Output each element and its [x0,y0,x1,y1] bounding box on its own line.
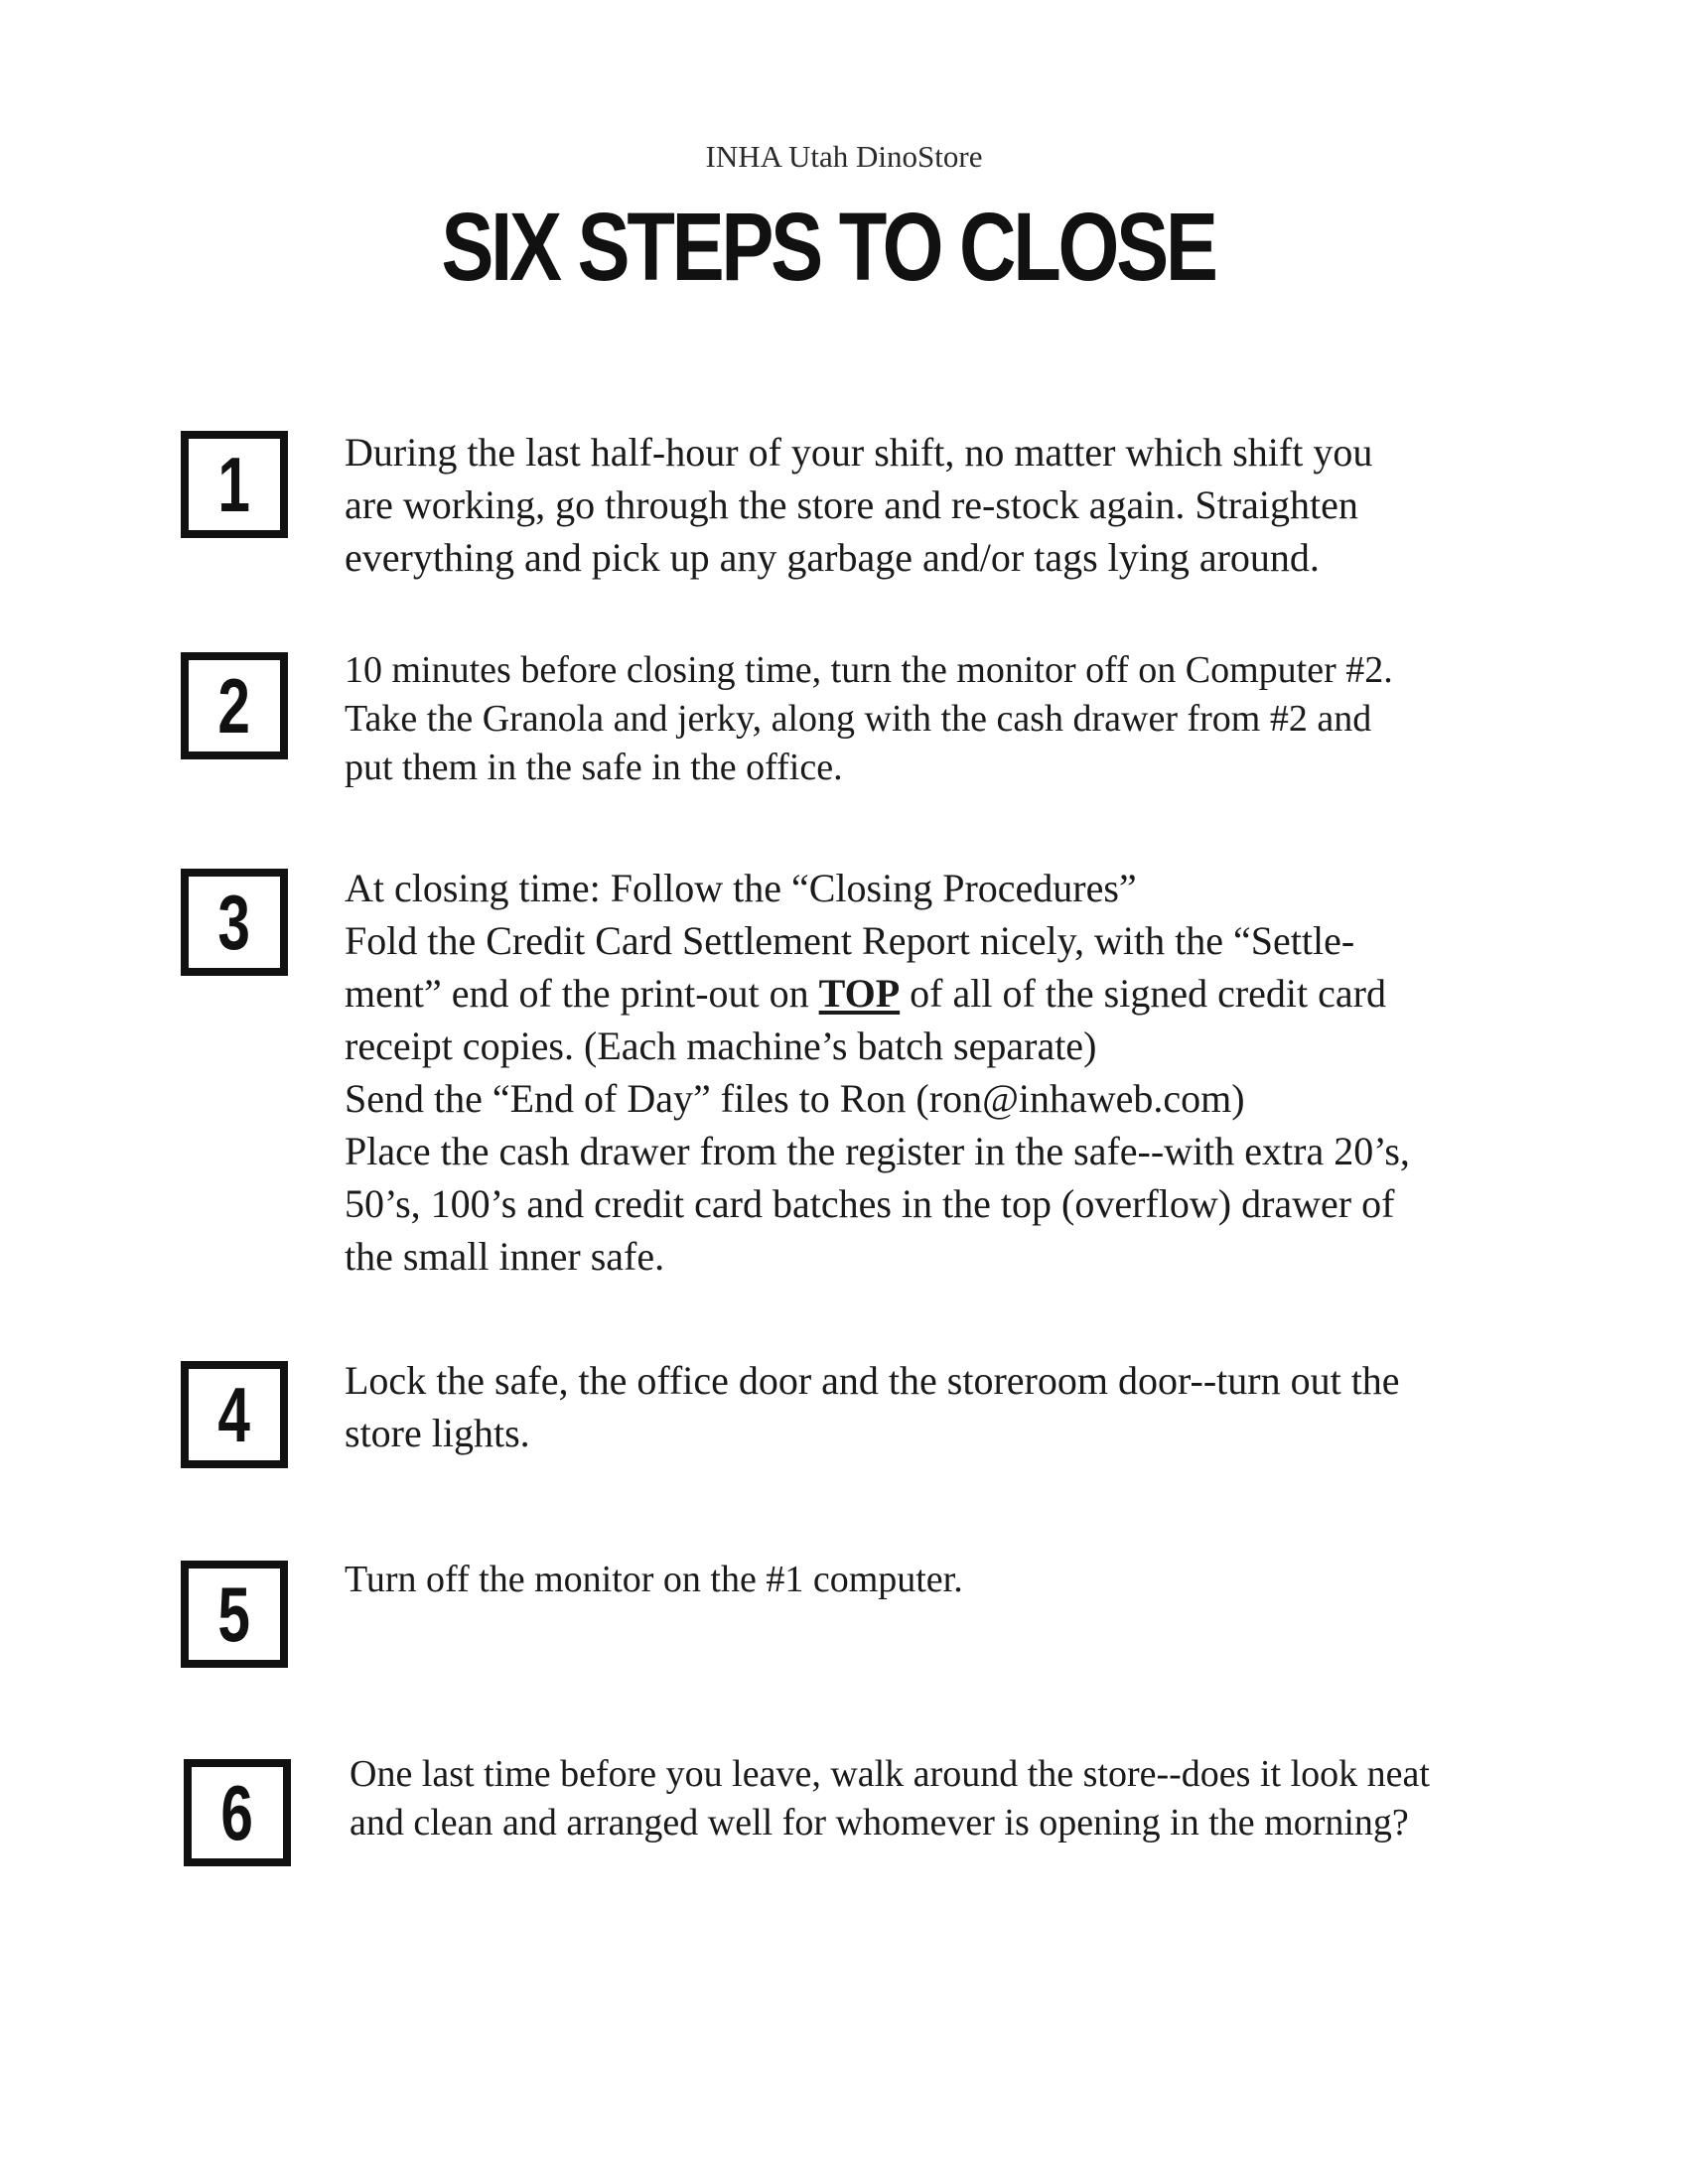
step-2-number-box [181,652,288,759]
step-3-line: 50’s, 100’s and credit card batches in the top (overflow) drawer of [345,1181,1395,1226]
step-3-text [345,862,1546,1283]
step-3-line: Fold the Credit Card Settlement Report nicely, with the “Settle- [345,918,1355,963]
step-3-number: 3 [217,879,251,966]
top-emphasis: TOP [818,971,901,1016]
organization-name: INHA Utah DinoStore [705,139,983,174]
step-4-text [345,1354,1546,1459]
step-5-text [345,1556,1546,1604]
step-6-line: and clean and arranged well for whomever is opening in the morning? [350,1802,1409,1843]
step-3-line-part: of all of the signed credit card [900,971,1386,1016]
step-5-number: 5 [217,1570,251,1658]
step-4-line: Lock the safe, the office door and the storeroom door--turn out the [345,1358,1400,1403]
step-1-number: 1 [217,441,251,528]
step-3-line-with-emphasis [345,967,1546,1020]
page-title: SIX STEPS TO CLOSE [441,193,1215,301]
step-2-line: Take the Granola and jerky, along with the cash drawer from #2 and [345,698,1372,740]
step-1-number-box [181,431,288,538]
step-1-text [345,426,1546,584]
step-3-line-part: ment” end of the print-out on [345,971,819,1016]
step-4-number: 4 [217,1371,251,1458]
step-2-line: 10 minutes before closing time, turn the monitor off on Computer #2. [345,649,1393,691]
step-5-line: Turn off the monitor on the #1 computer. [345,1559,963,1600]
step-4-number-box [181,1361,288,1468]
step-3-line: Place the cash drawer from the register in the safe--with extra 20’s, [345,1129,1410,1173]
step-2-text [345,646,1546,792]
step-3-line: At closing time: Follow the “Closing Procedures” [345,866,1137,910]
step-6-line: One last time before you leave, walk around the store--does it look neat [350,1753,1430,1795]
step-2-line: put them in the safe in the office. [345,747,843,788]
step-1-line: everything and pick up any garbage and/or tags lying around. [345,535,1320,580]
step-5-number-box [181,1561,288,1668]
step-3-line: receipt copies. (Each machine’s batch separate) [345,1024,1097,1068]
step-6-text [350,1750,1551,1847]
step-6-number: 6 [220,1769,254,1856]
step-6-number-box [184,1759,291,1866]
step-3-line: Send the “End of Day” files to Ron (ron@inhaweb.com) [345,1076,1245,1121]
step-3-number-box [181,869,288,976]
step-3-line: the small inner safe. [345,1234,665,1279]
step-2-number: 2 [217,662,251,750]
step-1-line: During the last half-hour of your shift, no matter which shift you [345,430,1373,475]
step-4-line: store lights. [345,1411,530,1455]
step-1-line: are working, go through the store and re-stock again. Straighten [345,482,1358,527]
